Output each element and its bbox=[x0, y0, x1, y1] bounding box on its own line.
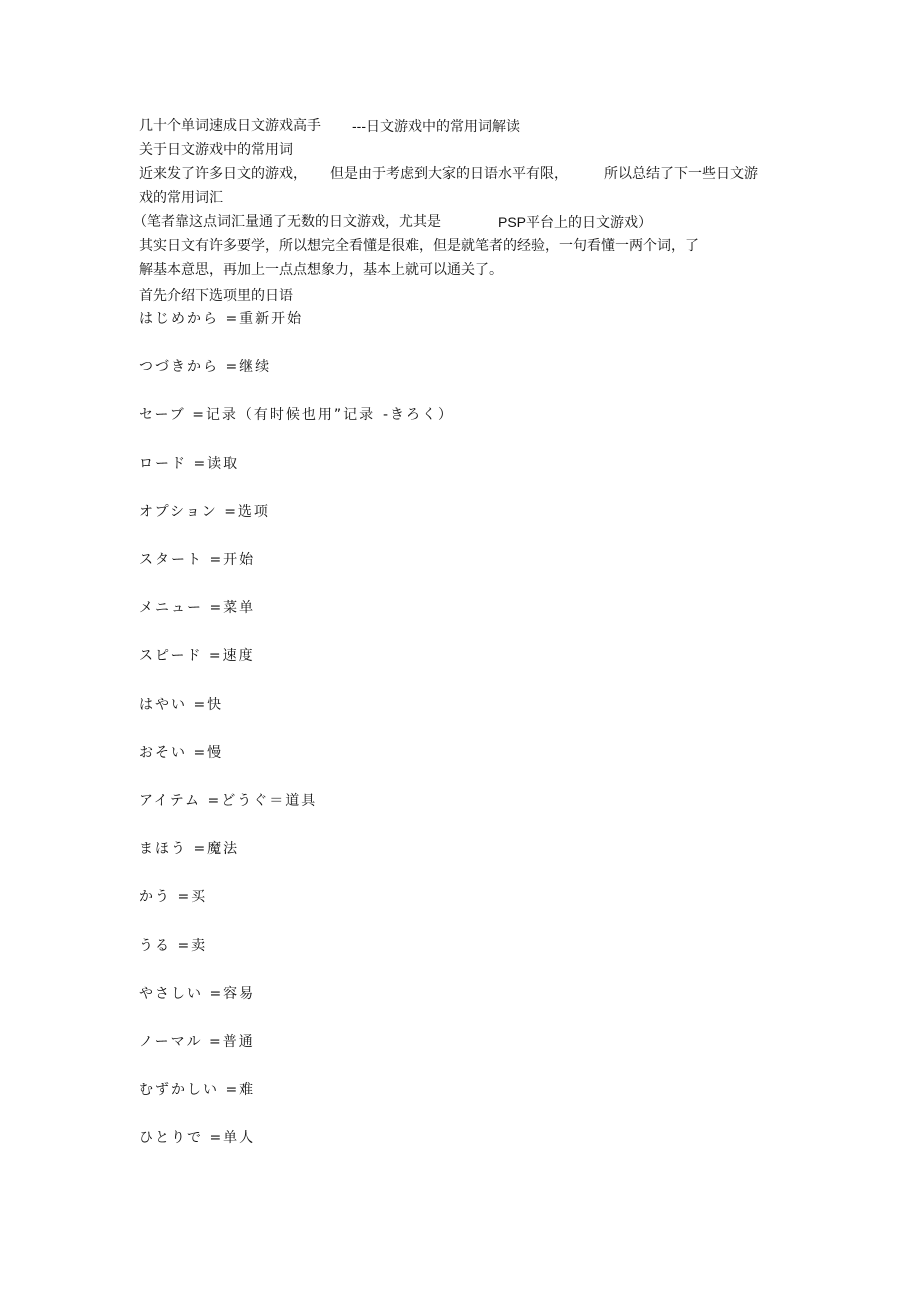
vocab-item bbox=[139, 551, 255, 569]
vocab-text: つづきから =继续 bbox=[139, 359, 272, 376]
vocab-item bbox=[139, 599, 255, 617]
vocab-item bbox=[139, 503, 270, 521]
vocab-suffix: -きろく） bbox=[383, 407, 455, 424]
title-sub: ---日文游戏中的常用词解读 bbox=[352, 118, 520, 134]
vocab-item bbox=[139, 1129, 255, 1147]
vocab-text: ロード =读取 bbox=[139, 455, 240, 472]
vocab-item bbox=[139, 406, 455, 424]
intro-segment: 近来发了许多日文的游戏， bbox=[139, 166, 307, 182]
vocab-text: やさしい =容易 bbox=[139, 985, 256, 1002]
vocab-item bbox=[139, 647, 255, 665]
vocab-text: ひとりで =单人 bbox=[139, 1130, 256, 1147]
vocab-text: かう =买 bbox=[139, 889, 208, 906]
intro-segment: 但是由于考虑到大家的日语水平有限， bbox=[330, 166, 568, 182]
vocab-text: スピード =速度 bbox=[139, 648, 255, 665]
intro-line: 解基本意思，再加上一点点想象力，基本上就可以通关了。 bbox=[139, 262, 503, 278]
intro-line: 首先介绍下选项里的日语 bbox=[139, 288, 293, 304]
vocab-item bbox=[139, 310, 303, 328]
vocab-item bbox=[139, 792, 317, 810]
vocab-item bbox=[139, 744, 223, 762]
vocab-text: はやい =快 bbox=[139, 696, 224, 713]
vocab-text: メニュー =菜单 bbox=[139, 600, 256, 617]
vocab-item bbox=[139, 696, 223, 714]
vocab-item bbox=[139, 840, 239, 858]
vocab-item bbox=[139, 358, 271, 376]
vocab-text: スタート =开始 bbox=[139, 552, 256, 568]
vocab-item bbox=[139, 455, 239, 473]
vocab-text: おそい =慢 bbox=[139, 744, 224, 761]
vocab-text: むずかしい =难 bbox=[139, 1082, 256, 1099]
intro-segment: 所以总结了下一些日文游 bbox=[604, 166, 758, 182]
vocab-text: まほう =魔法 bbox=[139, 841, 240, 858]
vocab-item bbox=[139, 1033, 255, 1051]
vocab-text: オプション =选项 bbox=[139, 503, 270, 520]
intro-segment: （笔者靠这点词汇量通了无数的日文游戏，尤其是 bbox=[133, 214, 441, 230]
intro-segment: PSP平台上的日文游戏） bbox=[498, 214, 653, 230]
intro-line: 戏的常用词汇 bbox=[139, 190, 223, 206]
title-main: 几十个单词速成日文游戏高手 bbox=[139, 118, 321, 134]
vocab-text: はじめから =重新开始 bbox=[139, 311, 304, 327]
vocab-item bbox=[139, 1081, 255, 1099]
vocab-text: セーブ =记录（有时候也用”记录 bbox=[139, 407, 376, 424]
vocab-text: アイテム =どうぐ＝道具 bbox=[139, 793, 318, 809]
vocab-text: ノーマル =普通 bbox=[139, 1034, 255, 1050]
vocab-item bbox=[139, 937, 207, 955]
vocab-item bbox=[139, 888, 207, 906]
subtitle: 关于日文游戏中的常用词 bbox=[139, 142, 293, 158]
intro-line: 其实日文有许多要学，所以想完全看懂是很难，但是就笔者的经验，一句看懂一两个词，了 bbox=[139, 238, 699, 254]
vocab-item bbox=[139, 985, 255, 1003]
vocab-text: うる =卖 bbox=[139, 937, 208, 954]
